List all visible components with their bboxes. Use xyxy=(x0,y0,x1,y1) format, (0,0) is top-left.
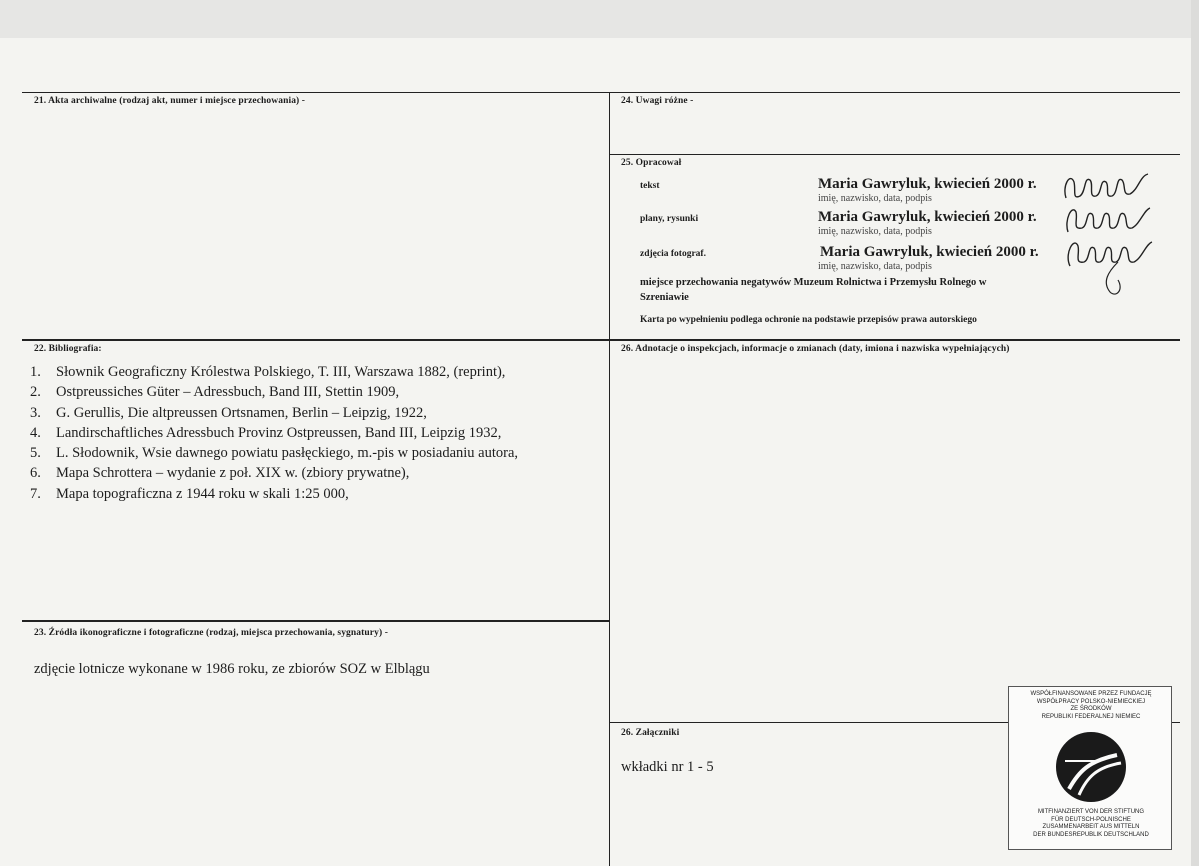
bibliography-item xyxy=(30,445,518,465)
label-zdjecia: zdjęcia fotograf. xyxy=(640,249,706,259)
item-number: 5. xyxy=(30,445,41,462)
stamp-bottom-line-2: FÜR DEUTSCH-POLNISCHE xyxy=(1051,816,1131,823)
bibliography-list xyxy=(30,364,518,506)
item-number: 2. xyxy=(30,384,41,401)
caption-tekst: imię, nazwisko, data, podpis xyxy=(818,193,932,204)
item-text: Mapa topograficzna z 1944 roku w skali 1:25 000, xyxy=(56,485,349,502)
foundation-logo-icon xyxy=(1055,731,1127,803)
divider-upper-lower xyxy=(22,339,1180,341)
center-column-divider xyxy=(609,92,610,866)
stamp-top-line-4: REPUBLIKI FEDERALNEJ NIEMIEC xyxy=(1041,713,1141,720)
form-top-border xyxy=(22,92,1180,93)
item-text: G. Gerullis, Die altpreussen Ortsnamen, Berlin – Leipzig, 1922, xyxy=(56,404,427,421)
section-22-header: 22. Bibliografia: xyxy=(34,344,102,354)
item-text: Landirschaftliches Adressbuch Provinz Ostpreussen, Band III, Leipzig 1932, xyxy=(56,424,502,441)
item-number: 4. xyxy=(30,424,41,441)
item-text: L. Słodownik, Wsie dawnego powiatu pasłęckiego, m.-pis w posiadaniu autora, xyxy=(56,445,519,462)
item-number: 7. xyxy=(30,485,41,502)
stamp-top-line-2: WSPÓŁPRACY POLSKO-NIEMIECKIEJ xyxy=(1036,698,1146,705)
item-number: 1. xyxy=(30,364,41,380)
divider-24-25 xyxy=(609,154,1180,155)
section-23-header: 23. Źródła ikonograficzne i fotograficzne (rodzaj, miejsca przechowania, sygnatury) - xyxy=(34,628,388,638)
item-text: Słownik Geograficzny Królestwa Polskiego, T. III, Warszawa 1882, (reprint), xyxy=(56,364,506,380)
bibliography-item xyxy=(30,384,518,404)
section-26-annotations-header: 26. Adnotacje o inspekcjach, informacje o zmianach (daty, imiona i nazwiska wypełniających) xyxy=(621,344,1010,354)
stamp-bottom-line-4: DER BUNDESREPUBLIK DEUTSCHLAND xyxy=(1033,831,1149,838)
stamp-top-line-3: ZE ŚRODKÓW xyxy=(1070,706,1112,712)
author-zdjecia: Maria Gawryluk, kwiecień 2000 r. xyxy=(820,244,1039,260)
copyright-note: Karta po wypełnieniu podlega ochronie na podstawie przepisów prawa autorskiego xyxy=(640,315,977,325)
stamp-bottom-line-3: ZUSAMMENARBEIT AUS MITTELN xyxy=(1042,824,1140,830)
divider-22-23 xyxy=(22,620,609,622)
bibliography-item xyxy=(30,364,518,384)
bibliography-item xyxy=(30,425,518,445)
section-24-header: 24. Uwagi różne - xyxy=(621,96,694,106)
section-26-attachments-header: 26. Załączniki xyxy=(621,728,680,738)
item-number: 3. xyxy=(30,404,41,421)
section-21-header: 21. Akta archiwalne (rodzaj akt, numer i miejsce przechowania) - xyxy=(34,96,306,106)
stamp-bottom-line-1: MITFINANZIERT VON DER STIFTUNG xyxy=(1037,809,1145,815)
bibliography-item xyxy=(30,486,518,506)
attachments-text: wkładki nr 1 - 5 xyxy=(621,759,714,775)
bibliography-item xyxy=(30,405,518,425)
label-tekst: tekst xyxy=(640,181,660,191)
scan-right-edge xyxy=(1191,0,1199,866)
section-25-header: 25. Opracował xyxy=(621,158,682,168)
negatives-line-1: miejsce przechowania negatywów Muzeum Rolnictwa i Przemysłu Rolnego w xyxy=(640,277,987,288)
item-number: 6. xyxy=(30,465,41,482)
section-23-text: zdjęcie lotnicze wykonane w 1986 roku, ze zbiorów SOZ w Elblągu xyxy=(34,661,430,677)
funding-stamp xyxy=(1008,686,1172,850)
bibliography-item xyxy=(30,465,518,485)
caption-plany: imię, nazwisko, data, podpis xyxy=(818,226,932,237)
author-plany: Maria Gawryluk, kwiecień 2000 r. xyxy=(818,209,1037,225)
negatives-line-2: Szreniawie xyxy=(640,292,689,303)
author-tekst: Maria Gawryluk, kwiecień 2000 r. xyxy=(818,176,1037,192)
item-text: Mapa Schrottera – wydanie z poł. XIX w. (zbiory prywatne), xyxy=(56,465,410,482)
label-plany: plany, rysunki xyxy=(640,214,699,224)
signature-3 xyxy=(1058,232,1158,302)
item-text: Ostpreussiches Güter – Adressbuch, Band III, Stettin 1909, xyxy=(56,384,400,401)
scan-top-margin xyxy=(0,0,1199,38)
caption-zdjecia: imię, nazwisko, data, podpis xyxy=(818,261,932,272)
stamp-top-line-1: WSPÓŁFINANSOWANE PRZEZ FUNDACJĘ xyxy=(1030,691,1152,697)
